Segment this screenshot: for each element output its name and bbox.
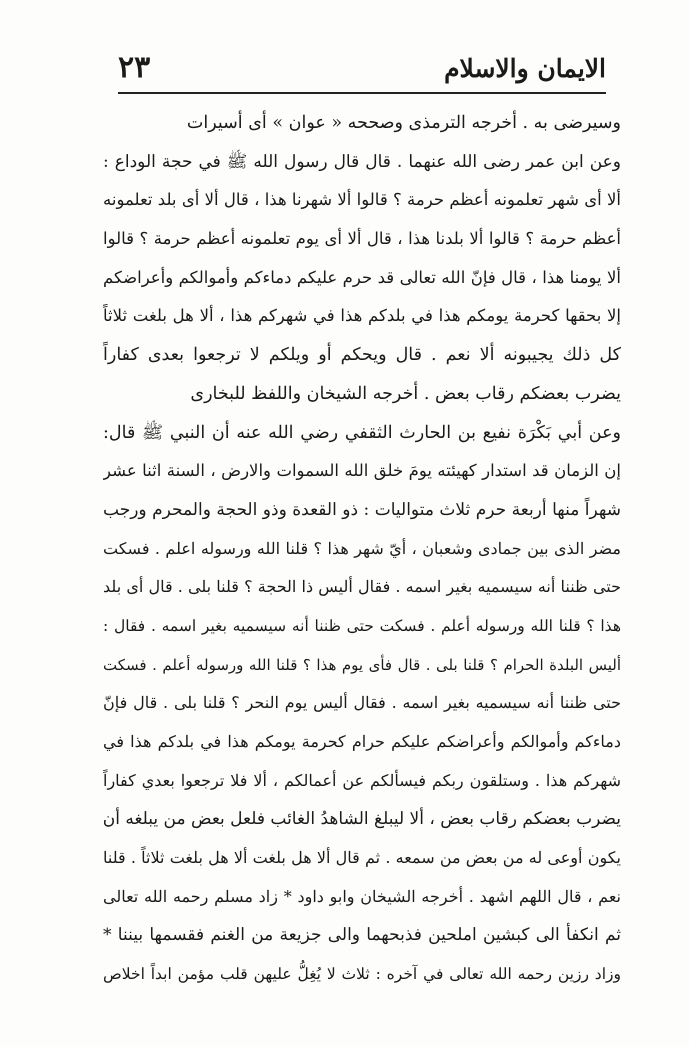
text-line: شهراً منها أربعة حرم ثلاث متواليات : ذو القعدة وذو الحجة والمحرم ورجب — [103, 499, 621, 520]
text-line: دماءكم وأموالكم وأعراضكم عليكم حرام كحرمة يومكم هذا في بلدكم هذا في — [103, 732, 621, 751]
text-line: ألا يومنا هذا ، قال فإنّ الله تعالى قد حرم عليكم دماءكم وأموالكم وأعراضكم — [103, 267, 621, 287]
text-line: ثم انكفأ الى كبشين املحين فذبحهما والى جزيعة من الغنم فقسمها بيننا * — [103, 925, 621, 946]
page-header — [118, 52, 606, 92]
text-line: حتى ظننا أنه سيسميه بغير اسمه . فقال أليس يوم النحر ؟ قلنا بلى . قال فإنّ — [103, 693, 621, 713]
body-text — [103, 104, 621, 994]
text-line: وعن أبي بَكْرَة نفيع بن الحارث الثقفي رضي الله عنه أن النبي ﷺ قال: — [103, 422, 621, 443]
text-line: يكون أوعى له من بعض من سمعه . ثم قال ألا هل بلغت ألا هل بلغت ثلاثاً . قلنا — [103, 848, 621, 868]
text-line: أليس البلدة الحرام ؟ قلنا بلى . قال فأى يوم هذا ؟ قلنا الله ورسوله أعلم . فسكت — [103, 655, 621, 674]
text-line: إن الزمان قد استدار كهيئته يومَ خلق الله السموات والارض ، السنة اثنا عشر — [103, 461, 621, 481]
running-title: الايمان والاسلام — [444, 54, 606, 83]
text-line: كل ذلك يجيبونه ألا نعم . قال ويحكم أو ويلكم لا ترجعوا بعدى كفاراً — [103, 345, 621, 366]
text-line: أعظم حرمة ؟ قالوا ألا بلدنا هذا ، قال ألا أى يوم تعلمونه أعظم حرمة ؟ قالوا — [103, 229, 621, 249]
text-line: وزاد رزين رحمه الله تعالى في آخره : ثلاث لا يُغِلُّ عليهن قلب مؤمن ابداً اخلاص — [103, 965, 621, 984]
header-divider — [118, 92, 606, 94]
text-line: حتى ظننا أنه سيسميه بغير اسمه . فقال أليس ذا الحجة ؟ قلنا بلى . قال أى بلد — [103, 577, 621, 597]
text-line: يضرب بعضكم رقاب بعض ، ألا ليبلغ الشاهدُ الغائب فلعل بعض من يبلغه أن — [103, 809, 621, 830]
text-line: شهركم هذا . وستلقون ربكم فيسألكم عن أعمالكم ، ألا فلا ترجعوا بعدي كفاراً — [103, 770, 621, 790]
text-line: هذا ؟ قلنا الله ورسوله أعلم . فسكت حتى ظننا أنه سيسميه بغير اسمه . فقال : — [103, 616, 621, 635]
text-line: وعن ابن عمر رضى الله عنهما . قال قال رسول الله ﷺ في حجة الوداع : — [103, 151, 621, 172]
text-line: نعم ، قال اللهم اشهد . أخرجه الشيخان وابو داود * زاد مسلم رحمه الله تعالى — [103, 886, 621, 906]
text-line: وسيرضى به . أخرجه الترمذى وصححه « عوان » أى أسيرات — [186, 113, 621, 133]
text-line: مضر الذى بين جمادى وشعبان ، أيّ شهر هذا ؟ قلنا الله ورسوله اعلم . فسكت — [103, 538, 621, 558]
page-number: ٢٣ — [118, 50, 151, 85]
text-line: إلا بحقها كحرمة يومكم هذا في بلدكم هذا في شهركم هذا ، ألا هل بلغت ثلاثاً — [103, 306, 621, 326]
text-line: يضرب بعضكم رقاب بعض . أخرجه الشيخان واللفظ للبخارى — [190, 383, 621, 404]
text-line: ألا أى شهر تعلمونه أعظم حرمة ؟ قالوا ألا شهرنا هذا ، قال ألا أى بلد تعلمونه — [103, 190, 621, 210]
